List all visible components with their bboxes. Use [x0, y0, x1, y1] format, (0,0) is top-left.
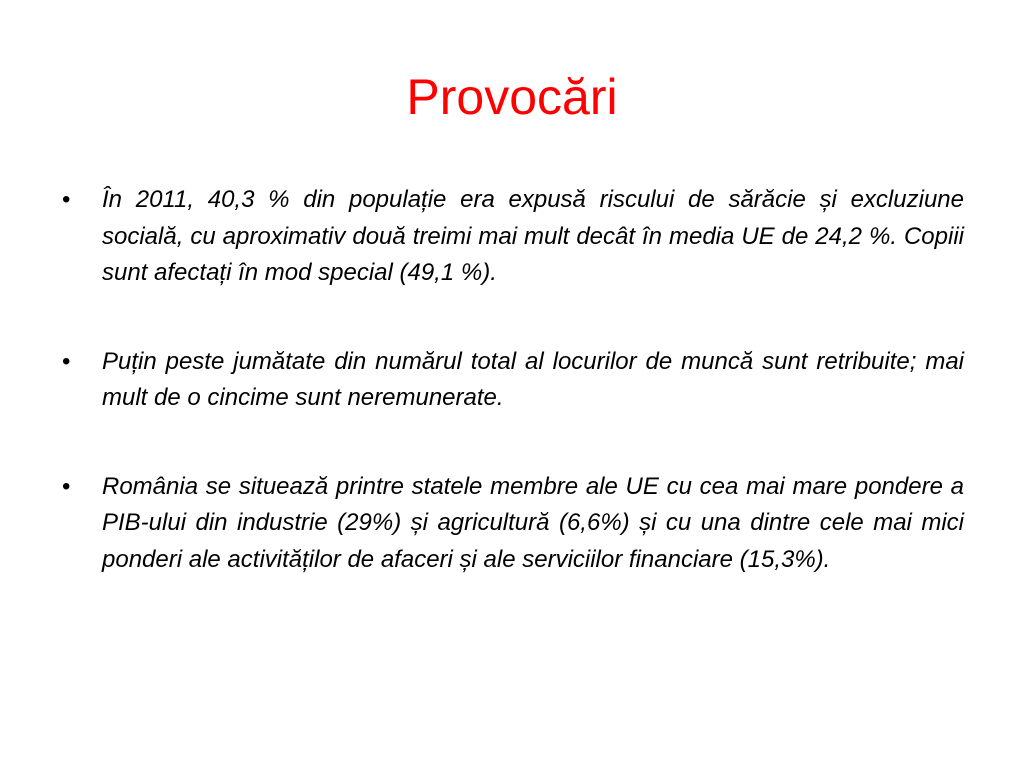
bullet-text-jobs: Puțin peste jumătate din numărul total al locurilor de muncă sunt retribuite; mai mult de o cincime sunt neremunerate.	[102, 347, 964, 411]
bullet-list	[62, 182, 964, 630]
bullet-text-gdp: România se situează printre statele membre ale UE cu cea mai mare pondere a PIB-ului din industrie (29%) și agricultură (6,6%) și cu una dintre cele mai mici ponderi ale activităților de afaceri și ale serviciilor financiare (15,3%).	[102, 472, 964, 573]
bullet-text-poverty: În 2011, 40,3 % din populație era expusă riscului de sărăcie și excluziune socială, cu aproximativ două treimi mai mult decât în media UE de 24,2 %. Copiii sunt afectați în mod special (49,1 %).	[102, 186, 964, 286]
slide-title: Provocări	[406, 69, 618, 125]
bullet-item	[62, 344, 964, 417]
bullet-dot-icon: •	[62, 186, 71, 213]
bullet-dot-icon: •	[62, 347, 71, 375]
bullet-dot-icon: •	[62, 472, 71, 500]
bullet-item	[62, 182, 964, 292]
bullet-item	[62, 469, 964, 579]
